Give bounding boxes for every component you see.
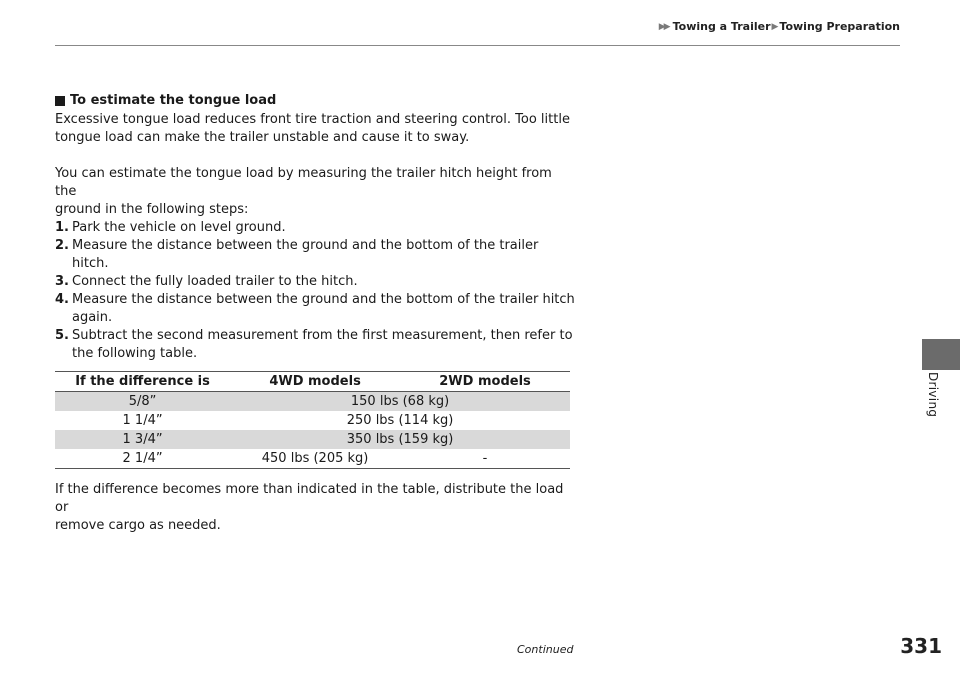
breadcrumb [658, 20, 900, 33]
chapter-tab[interactable] [922, 339, 960, 370]
breadcrumb-towing-a-trailer[interactable]: Towing a Trailer [672, 20, 771, 33]
step-item [55, 291, 575, 327]
load-cell: 350 lbs (159 kg) [230, 430, 570, 449]
column-header-difference: If the difference is [55, 372, 230, 392]
closing-line-1: If the difference becomes more than indicated in the table, distribute the load or [55, 482, 564, 515]
2wd-load-cell: - [400, 449, 570, 469]
4wd-load-cell: 450 lbs (205 kg) [230, 449, 400, 469]
difference-cell: 1 3/4” [55, 430, 230, 449]
method-paragraph [55, 165, 575, 219]
steps-list [55, 219, 575, 363]
step-number: 4. [55, 292, 69, 307]
continued-label: Continued [517, 643, 574, 656]
step-number: 5. [55, 328, 69, 343]
table-header-row [55, 372, 570, 392]
step-text: Park the vehicle on level ground. [72, 220, 286, 235]
table-row [55, 449, 570, 469]
step-number: 3. [55, 274, 69, 289]
load-cell: 250 lbs (114 kg) [346, 412, 454, 428]
step-text: Measure the distance between the ground and the bottom of the trailer hitch again. [72, 292, 575, 325]
section-heading-text: To estimate the tongue load [70, 93, 277, 108]
square-bullet-icon [55, 96, 65, 106]
arrow-icon: ▶ [771, 21, 779, 32]
step-item [55, 327, 575, 363]
spacer [55, 147, 575, 165]
method-line-1: You can estimate the tongue load by measuring the trailer hitch height from the [55, 166, 552, 199]
closing-line-2: remove cargo as needed. [55, 518, 221, 533]
step-text: Measure the distance between the ground and the bottom of the trailer hitch. [72, 238, 539, 271]
step-item [55, 273, 575, 291]
column-header-4wd: 4WD models [230, 372, 400, 392]
main-content [55, 92, 575, 535]
step-item [55, 237, 575, 273]
double-arrow-icon: ▶▶ [658, 21, 669, 32]
difference-cell: 1 1/4” [122, 412, 163, 428]
page-number: 331 [900, 634, 942, 658]
step-number: 2. [55, 238, 69, 253]
intro-paragraph [55, 111, 575, 147]
intro-line-2: tongue load can make the trailer unstable and cause it to sway. [55, 130, 470, 145]
step-number: 1. [55, 220, 69, 235]
section-heading [55, 92, 575, 110]
step-item [55, 219, 575, 237]
header-rule [55, 45, 900, 46]
table-row [55, 411, 570, 430]
intro-line-1: Excessive tongue load reduces front tire traction and steering control. Too little [55, 112, 570, 127]
table-row [55, 392, 570, 412]
table-row [55, 430, 570, 449]
chapter-tab-label: Driving [926, 372, 940, 418]
closing-paragraph [55, 481, 575, 535]
breadcrumb-towing-preparation[interactable]: Towing Preparation [779, 20, 900, 33]
difference-cell: 5/8” [55, 392, 230, 412]
column-header-2wd: 2WD models [400, 372, 570, 392]
step-text: Subtract the second measurement from the first measurement, then refer to the following table. [72, 328, 573, 361]
load-cell: 150 lbs (68 kg) [230, 392, 570, 412]
tongue-load-table [55, 371, 570, 469]
difference-cell: 2 1/4” [55, 449, 230, 469]
method-line-2: ground in the following steps: [55, 202, 249, 217]
step-text: Connect the fully loaded trailer to the hitch. [72, 274, 358, 289]
